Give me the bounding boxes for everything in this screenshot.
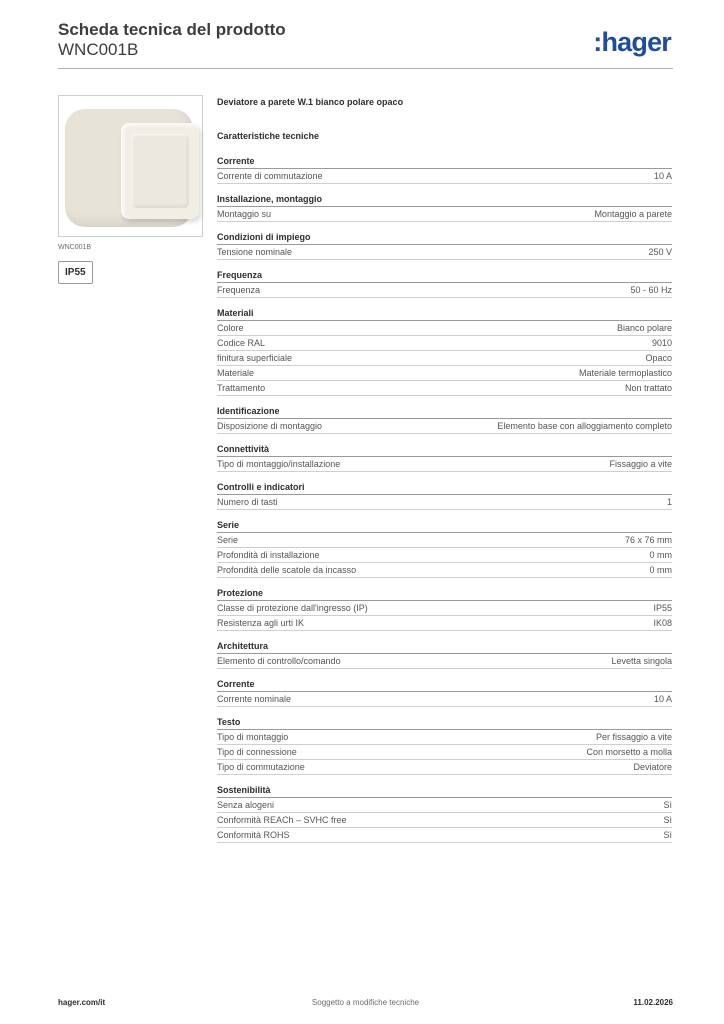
spec-label: Resistenza agli urti IK xyxy=(217,618,305,628)
spec-label: Tipo di montaggio/installazione xyxy=(217,459,341,469)
spec-section xyxy=(217,588,672,631)
spec-value: Sì xyxy=(663,815,672,825)
spec-row xyxy=(217,533,672,548)
section-title: Connettività xyxy=(217,444,672,457)
section-title: Architettura xyxy=(217,641,672,654)
spec-label: Disposizione di montaggio xyxy=(217,421,323,431)
spec-value: Deviatore xyxy=(633,762,672,772)
spec-row xyxy=(217,245,672,260)
spec-section xyxy=(217,270,672,298)
section-title: Materiali xyxy=(217,308,672,321)
spec-label: Corrente nominale xyxy=(217,694,292,704)
spec-value: 0 mm xyxy=(649,565,672,575)
product-code: WNC001B xyxy=(58,40,139,59)
spec-section xyxy=(217,482,672,510)
spec-row xyxy=(217,351,672,366)
spec-value: Sì xyxy=(663,800,672,810)
switch-cover-shape xyxy=(121,123,199,219)
spec-section xyxy=(217,641,672,669)
spec-section xyxy=(217,232,672,260)
left-panel xyxy=(58,95,203,284)
spec-row xyxy=(217,321,672,336)
spec-label: Trattamento xyxy=(217,383,266,393)
footer-note: Soggetto a modifiche tecniche xyxy=(311,998,420,1007)
spec-label: Montaggio su xyxy=(217,209,272,219)
spec-value: Montaggio a parete xyxy=(594,209,672,219)
spec-value: Opaco xyxy=(645,353,672,363)
spec-row xyxy=(217,457,672,472)
spec-row xyxy=(217,381,672,396)
page-title: Scheda tecnica del prodotto xyxy=(58,20,286,39)
spec-value: Bianco polare xyxy=(616,323,672,333)
spec-row xyxy=(217,495,672,510)
product-description: Deviatore a parete W.1 bianco polare opaco xyxy=(217,97,404,107)
spec-value: 0 mm xyxy=(649,550,672,560)
footer-date: 11.02.2026 xyxy=(633,998,673,1007)
spec-row xyxy=(217,419,672,434)
spec-label: finitura superficiale xyxy=(217,353,293,363)
spec-label: Numero di tasti xyxy=(217,497,278,507)
spec-sections xyxy=(217,156,672,843)
spec-row xyxy=(217,798,672,813)
spec-label: Classe di protezione dall'ingresso (IP) xyxy=(217,603,368,613)
spec-row xyxy=(217,169,672,184)
spec-label: Codice RAL xyxy=(217,338,266,348)
spec-label: Materiale xyxy=(217,368,255,378)
spec-label: Frequenza xyxy=(217,285,261,295)
section-title: Controlli e indicatori xyxy=(217,482,672,495)
spec-section xyxy=(217,406,672,434)
section-title: Corrente xyxy=(217,679,672,692)
spec-value: 10 A xyxy=(653,171,672,181)
spec-value: IK08 xyxy=(653,618,672,628)
spec-section xyxy=(217,156,672,184)
spec-label: Tipo di commutazione xyxy=(217,762,305,772)
spec-label: Corrente di commutazione xyxy=(217,171,323,181)
spec-value: 250 V xyxy=(648,247,672,257)
spec-value: 9010 xyxy=(651,338,672,348)
section-title: Corrente xyxy=(217,156,672,169)
section-title: Protezione xyxy=(217,588,672,601)
spec-row xyxy=(217,207,672,222)
spec-section xyxy=(217,679,672,707)
hager-logo: :hager xyxy=(593,27,671,57)
section-title: Testo xyxy=(217,717,672,730)
ip-rating-badge: IP55 xyxy=(58,261,93,284)
switch-rocker-shape xyxy=(131,134,189,208)
spec-label: Tipo di connessione xyxy=(217,747,297,757)
spec-value: Sì xyxy=(663,830,672,840)
section-title: Serie xyxy=(217,520,672,533)
spec-row xyxy=(217,813,672,828)
spec-value: 1 xyxy=(666,497,672,507)
spec-section xyxy=(217,520,672,578)
spec-section xyxy=(217,717,672,775)
spec-value: Levetta singola xyxy=(611,656,672,666)
spec-value: Materiale termoplastico xyxy=(578,368,672,378)
spec-label: Elemento di controllo/comando xyxy=(217,656,341,666)
spec-value: IP55 xyxy=(653,603,672,613)
spec-section xyxy=(217,308,672,396)
spec-row xyxy=(217,828,672,843)
image-caption: WNC001B xyxy=(58,244,92,251)
spec-value: 10 A xyxy=(653,694,672,704)
spec-row xyxy=(217,692,672,707)
spec-label: Colore xyxy=(217,323,244,333)
spec-label: Tipo di montaggio xyxy=(217,732,289,742)
spec-row xyxy=(217,730,672,745)
spec-content xyxy=(217,96,672,843)
spec-row xyxy=(217,760,672,775)
spec-row xyxy=(217,336,672,351)
spec-value: Con morsetto a molla xyxy=(586,747,672,757)
spec-row xyxy=(217,366,672,381)
spec-label: Senza alogeni xyxy=(217,800,275,810)
spec-label: Serie xyxy=(217,535,239,545)
spec-label: Profondità delle scatole da incasso xyxy=(217,565,357,575)
spec-row xyxy=(217,548,672,563)
spec-label: Conformità REACh – SVHC free xyxy=(217,815,347,825)
footer-website-link[interactable]: hager.com/it xyxy=(58,998,106,1007)
spec-row xyxy=(217,283,672,298)
section-title: Installazione, montaggio xyxy=(217,194,672,207)
spec-section xyxy=(217,444,672,472)
spec-section xyxy=(217,194,672,222)
spec-row xyxy=(217,563,672,578)
spec-row xyxy=(217,616,672,631)
section-title: Condizioni di impiego xyxy=(217,232,672,245)
section-title: Identificazione xyxy=(217,406,672,419)
spec-value: Elemento base con alloggiamento completo xyxy=(497,421,672,431)
spec-value: 76 x 76 mm xyxy=(624,535,672,545)
spec-value: Per fissaggio a vite xyxy=(595,732,672,742)
spec-row xyxy=(217,654,672,669)
spec-value: 50 - 60 Hz xyxy=(630,285,672,295)
spec-label: Conformità ROHS xyxy=(217,830,290,840)
page-header xyxy=(58,20,673,70)
section-title: Frequenza xyxy=(217,270,672,283)
spec-label: Profondità di installazione xyxy=(217,550,320,560)
spec-value: Fissaggio a vite xyxy=(609,459,672,469)
spec-label: Tensione nominale xyxy=(217,247,293,257)
section-title: Sostenibilità xyxy=(217,785,672,798)
spec-section xyxy=(217,785,672,843)
spec-row xyxy=(217,745,672,760)
spec-value: Non trattato xyxy=(624,383,672,393)
product-image xyxy=(58,95,203,237)
tech-specs-heading: Caratteristiche tecniche xyxy=(217,131,320,141)
spec-row xyxy=(217,601,672,616)
header-divider xyxy=(58,68,673,69)
